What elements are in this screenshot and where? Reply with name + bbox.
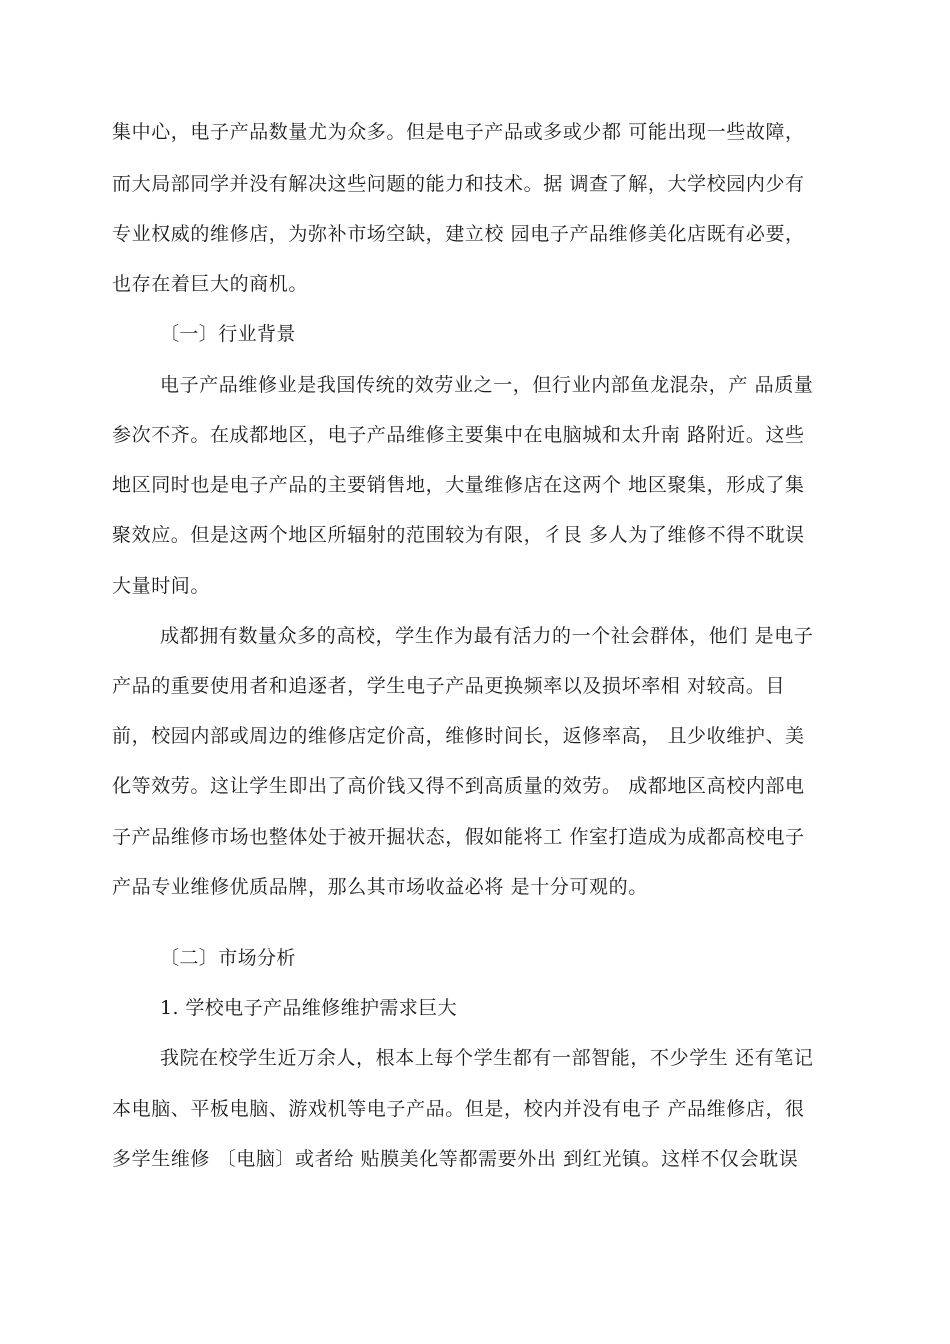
- intro-line-1: 集中心，电子产品数量尤为众多。但是电子产品或多或少都 可能出现一些故障，: [112, 121, 805, 143]
- section-heading-market-analysis: 〔二〕市场分析: [160, 947, 296, 969]
- paragraph-line: 电子产品维修业是我国传统的效劳业之一，但行业内部鱼龙混杂，产 品质量: [160, 374, 814, 396]
- paragraph-line: 化等效劳。这让学生即出了高价钱又得不到高质量的效劳。 成都地区高校内部电: [112, 775, 805, 797]
- paragraph-line: 我院在校学生近万余人，根本上每个学生都有一部智能，不少学生 还有笔记: [160, 1047, 814, 1069]
- paragraph-line: 聚效应。但是这两个地区所辐射的范围较为有限，彳艮 多人为了维修不得不耽误: [112, 524, 805, 546]
- intro-line-4: 也存在着巨大的商机。: [112, 273, 309, 295]
- paragraph-line: 子产品维修市场也整体处于被开掘状态，假如能将工 作室打造成为成都高校电子: [112, 826, 805, 848]
- paragraph-line: 本电脑、平板电脑、游戏机等电子产品。但是，校内并没有电子 产品维修店，很: [112, 1098, 805, 1120]
- intro-line-2: 而大局部同学并没有解决这些问题的能力和技术。据 调查了解，大学校园内少有: [112, 173, 805, 195]
- paragraph-line: 成都拥有数量众多的高校，学生作为最有活力的一个社会群体，他们 是电子: [160, 625, 814, 647]
- subheading-repair-demand: 1. 学校电子产品维修维护需求巨大: [160, 997, 457, 1019]
- paragraph-line: 大量时间。: [112, 575, 211, 597]
- paragraph-line: 参次不齐。在成都地区，电子产品维修主要集中在电脑城和太升南 路附近。这些: [112, 424, 805, 446]
- paragraph-line: 地区同时也是电子产品的主要销售地，大量维修店在这两个 地区聚集，形成了集: [112, 474, 805, 496]
- paragraph-line: 多学生维修 〔电脑〕或者给 贴膜美化等都需要外出 到红光镇。这样不仅会耽误: [112, 1148, 799, 1170]
- paragraph-line: 产品的重要使用者和追逐者，学生电子产品更换频率以及损坏率相 对较高。目: [112, 675, 786, 697]
- paragraph-line: 前，校园内部或周边的维修店定价高，维修时间长，返修率高， 且少收维护、美: [112, 725, 805, 747]
- paragraph-line: 产品专业维修优质品牌，那么其市场收益必将 是十分可观的。: [112, 876, 648, 898]
- section-heading-industry-background: 〔一〕行业背景: [160, 323, 296, 345]
- intro-line-3: 专业权威的维修店，为弥补市场空缺，建立校 园电子产品维修美化店既有必要，: [112, 223, 805, 245]
